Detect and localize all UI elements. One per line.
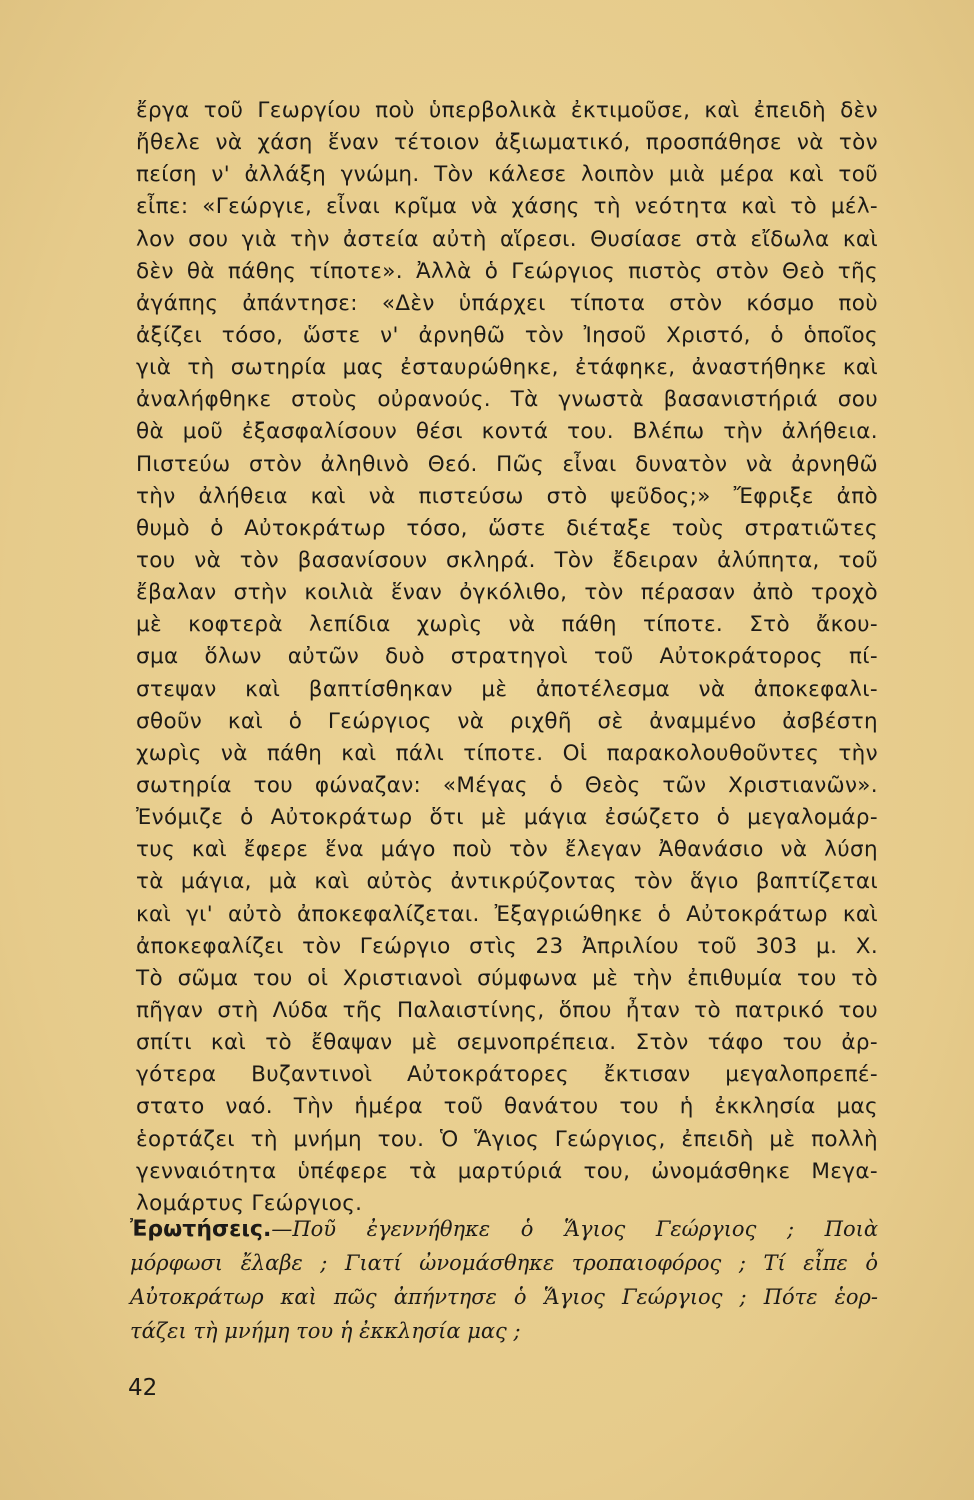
text-line: Τὸ σῶμα του οἱ Χριστιανοὶ σύμφωνα μὲ τὴν ἐπιθυμία του τὸ <box>136 965 878 991</box>
text-line: Ἐνόμιζε ὁ Αὐτοκράτωρ ὅτι μὲ μάγια ἐσώζετο ὁ μεγαλομάρ- <box>136 805 878 831</box>
text-line: λον σου γιὰ τὴν ἀστεία αὐτὴ αἵρεσι. Θυσίασε στὰ εἴδωλα καὶ <box>136 226 878 252</box>
question-line: μόρφωσι ἔλαβε ; Γιατί ὠνομάσθηκε τροπαιοφόρος ; Τί εἶπε ὁ <box>130 1251 878 1275</box>
text-line: σωτηρία του φώναζαν: «Μέγας ὁ Θεὸς τῶν Χριστιανῶν». <box>136 772 878 798</box>
text-line: ἔβαλαν στὴν κοιλιὰ ἕναν ὀγκόλιθο, τὸν πέρασαν ἀπὸ τροχὸ <box>136 580 878 606</box>
text-line: μὲ κοφτερὰ λεπίδια χωρὶς νὰ πάθη τίποτε. Στὸ ἄκου- <box>136 612 878 638</box>
text-line: καὶ γι' αὐτὸ ἀποκεφαλίζεται. Ἐξαγριώθηκε ὁ Αὐτοκράτωρ καὶ <box>136 901 878 927</box>
text-line: του νὰ τὸν βασανίσουν σκληρά. Τὸν ἔδειραν ἀλύπητα, τοῦ <box>136 547 878 573</box>
text-line: ἀναλήφθηκε στοὺς οὐρανούς. Τὰ γνωστὰ βασανιστήριά σου <box>136 387 878 413</box>
text-line: δὲν θὰ πάθης τίποτε». Ἀλλὰ ὁ Γεώργιος πιστὸς στὸν Θεὸ τῆς <box>136 258 878 284</box>
text-line: εἶπε: «Γεώργιε, εἶναι κρῖμα νὰ χάσης τὴ νεότητα καὶ τὸ μέλ- <box>136 194 878 220</box>
text-line: στεψαν καὶ βαπτίσθηκαν μὲ ἀποτέλεσμα νὰ ἀποκεφαλι- <box>136 676 878 702</box>
text-line: σμα ὅλων αὐτῶν δυὸ στρατηγοὶ τοῦ Αὐτοκράτορος πί- <box>136 644 878 670</box>
page-number: 42 <box>128 1375 158 1401</box>
main-text-block <box>136 95 878 1220</box>
text-line: γιὰ τὴ σωτηρία μας ἐσταυρώθηκε, ἐτάφηκε, ἀναστήθηκε καὶ <box>136 355 878 381</box>
question-line: Αὐτοκράτωρ καὶ πῶς ἀπήντησε ὁ Ἅγιος Γεώργιος ; Πότε ἑορ- <box>130 1285 878 1309</box>
text-line: σπίτι καὶ τὸ ἔθαψαν μὲ σεμνοπρέπεια. Στὸν τάφο του ἀρ- <box>136 1030 878 1056</box>
text-line-last: λομάρτυς Γεώργιος. <box>136 1190 363 1216</box>
text-line: θυμὸ ὁ Αὐτοκράτωρ τόσο, ὥστε διέταξε τοὺς στρατιῶτες <box>136 515 878 541</box>
question-text: —Ποῦ ἐγεννήθηκε ὁ Ἅγιος Γεώργιος ; Ποιὰ <box>271 1217 878 1241</box>
text-line: χωρὶς νὰ πάθη καὶ πάλι τίποτε. Οἱ παρακολουθοῦντες τὴν <box>136 740 878 766</box>
text-line: ἑορτάζει τὴ μνήμη του. Ὁ Ἅγιος Γεώργιος, ἐπειδὴ μὲ πολλὴ <box>136 1126 878 1152</box>
text-line: τὰ μάγια, μὰ καὶ αὐτὸς ἀντικρύζοντας τὸν ἅγιο βαπτίζεται <box>136 869 878 895</box>
text-line: ἀποκεφαλίζει τὸν Γεώργιο στὶς 23 Ἀπριλίου τοῦ 303 μ. Χ. <box>136 933 878 959</box>
text-line: γενναιότητα ὑπέφερε τὰ μαρτύριά του, ὠνομάσθηκε Μεγα- <box>136 1158 878 1184</box>
text-line: τὴν ἀλήθεια καὶ νὰ πιστεύσω στὸ ψεῦδος;» Ἔφριξε ἀπὸ <box>136 483 878 509</box>
questions-heading: Ἐρωτήσεις. <box>130 1217 272 1242</box>
text-line: τυς καὶ ἔφερε ἕνα μάγο ποὺ τὸν ἔλεγαν Ἀθανάσιο νὰ λύση <box>136 837 878 863</box>
text-line: θὰ μοῦ ἐξασφαλίσουν θέσι κοντά του. Βλέπω τὴν ἀλήθεια. <box>136 419 878 445</box>
text-line: γότερα Βυζαντινοὶ Αὐτοκράτορες ἔκτισαν μεγαλοπρεπέ- <box>136 1062 878 1088</box>
text-line: στατο ναό. Τὴν ἡμέρα τοῦ θανάτου του ἡ ἐκκλησία μας <box>136 1094 878 1120</box>
text-line: ἀξίζει τόσο, ὥστε ν' ἀρνηθῶ τὸν Ἰησοῦ Χριστό, ὁ ὁποῖος <box>136 322 878 348</box>
text-line: ἀγάπης ἀπάντησε: «Δὲν ὑπάρχει τίποτα στὸν κόσμο ποὺ <box>136 290 878 316</box>
text-line: ἤθελε νὰ χάση ἕναν τέτοιον ἀξιωματικό, προσπάθησε νὰ τὸν <box>136 130 878 156</box>
text-line: πείση ν' ἀλλάξη γνώμη. Τὸν κάλεσε λοιπὸν μιὰ μέρα καὶ τοῦ <box>136 162 878 188</box>
questions-first-line <box>130 1212 878 1246</box>
text-line: σθοῦν καὶ ὁ Γεώργιος νὰ ριχθῆ σὲ ἀναμμένο ἀσβέστη <box>136 708 878 734</box>
text-line: πῆγαν στὴ Λύδα τῆς Παλαιστίνης, ὅπου ἦταν τὸ πατρικό του <box>136 997 878 1023</box>
question-line: τάζει τὴ μνήμη του ἡ ἐκκλησία μας ; <box>130 1319 521 1343</box>
text-line: ἔργα τοῦ Γεωργίου ποὺ ὑπερβολικὰ ἐκτιμοῦσε, καὶ ἐπειδὴ δὲν <box>136 98 878 123</box>
questions-section <box>130 1212 878 1348</box>
text-line: Πιστεύω στὸν ἀληθινὸ Θεό. Πῶς εἶναι δυνατὸν νὰ ἀρνηθῶ <box>136 451 878 477</box>
